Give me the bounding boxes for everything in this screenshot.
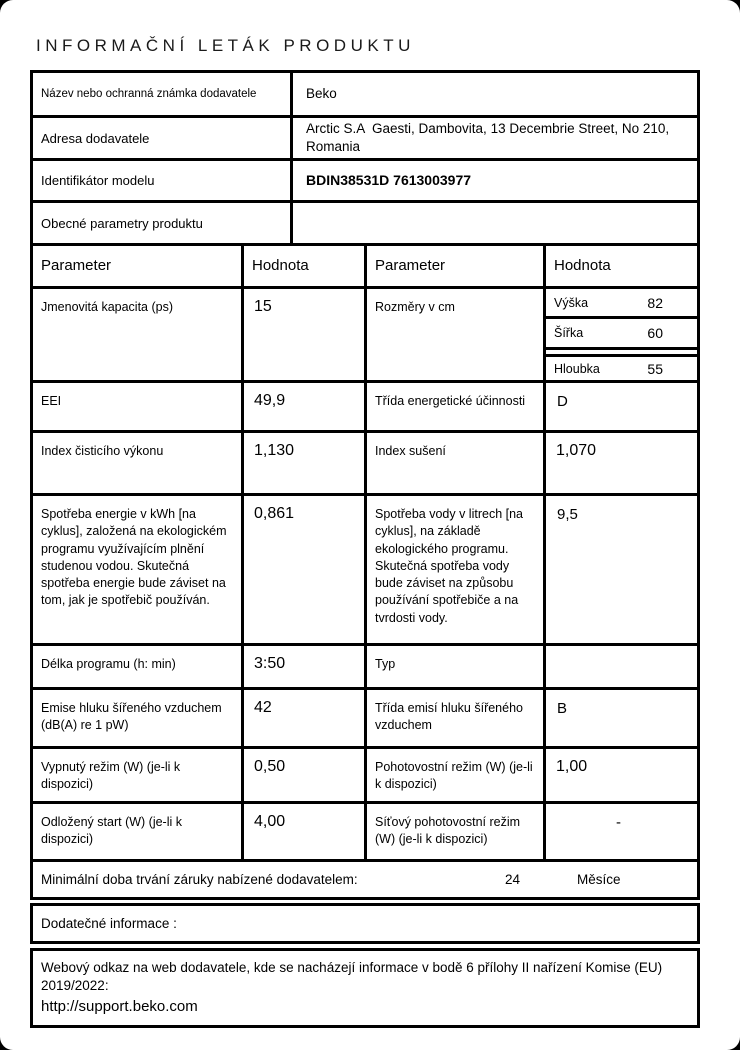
- standby-mode-value: 1,00: [543, 749, 697, 801]
- main-table: [30, 70, 700, 900]
- water-consumption-label: Spotřeba vody v litrech [na cyklus], na základě ekologického programu. Skutečná spotřeba vody bude záviset na způsobu používání spotřebiče a na tvrdosti vody.: [364, 496, 543, 643]
- dimension-row-height: [546, 289, 697, 319]
- programme-duration-value: 3:50: [241, 646, 364, 687]
- eei-value: 49,9: [241, 383, 364, 430]
- delayed-start-value: 4,00: [241, 804, 364, 859]
- table-row-duration-type: [33, 643, 697, 687]
- noise-emission-label: Emise hluku šířeného vzduchem (dB(A) re 1 pW): [41, 701, 222, 733]
- dimension-row-width: [546, 319, 697, 350]
- drying-index-value: 1,070: [543, 433, 697, 493]
- water-consumption-value: 9,5: [543, 496, 697, 643]
- cleaning-index-value: 1,130: [241, 433, 364, 493]
- supplier-address-label: Adresa dodavatele: [41, 130, 150, 146]
- warranty-unit: Měsíce: [577, 872, 621, 887]
- warranty-value: 24: [505, 872, 521, 887]
- additional-info-label: Dodatečné informace :: [41, 916, 177, 931]
- table-row-consumption: [33, 493, 697, 643]
- table-row: [33, 158, 697, 200]
- dimension-height-label: Výška: [554, 295, 589, 310]
- header-parameter-1: Parameter: [41, 257, 112, 274]
- supplier-address-value: Arctic S.A Gaesti, Dambovita, 13 Decembrie Street, No 210, Romania: [290, 118, 697, 158]
- model-identifier-label: Identifikátor modelu: [41, 173, 155, 188]
- parameters-header-row: [33, 243, 697, 286]
- dimension-depth-value: 55: [647, 360, 663, 377]
- energy-class-label: Třída energetické účinnosti: [364, 383, 543, 430]
- table-row-eei: [33, 380, 697, 430]
- table-row: [33, 73, 697, 115]
- table-row-offmode-standby: [33, 746, 697, 801]
- supplier-website-link[interactable]: http://support.beko.com: [41, 997, 198, 1015]
- off-mode-value: 0,50: [241, 749, 364, 801]
- energy-class-value: D: [543, 383, 697, 430]
- header-hodnota-2: Hodnota: [543, 246, 697, 286]
- header-hodnota-1: Hodnota: [241, 246, 364, 286]
- dimensions-label: Rozměry v cm: [364, 289, 543, 380]
- table-row: [33, 115, 697, 158]
- noise-class-value: B: [543, 690, 697, 746]
- capacity-label: Jmenovitá kapacita (ps): [41, 300, 174, 314]
- table-row-delay-network: [33, 801, 697, 859]
- capacity-value: 15: [241, 289, 364, 380]
- fiche-document: [30, 70, 700, 1028]
- type-value: [543, 646, 697, 687]
- general-parameters-value: [290, 203, 697, 243]
- type-label: Typ: [364, 646, 543, 687]
- table-row-capacity-dimensions: [33, 286, 697, 380]
- warranty-label: Minimální doba trvání záruky nabízené dodavatelem:: [41, 872, 358, 887]
- energy-consumption-label: Spotřeba energie v kWh [na cyklus], založená na ekologickém programu využívajícím plnění studenou vodou. Skutečná spotřeba energie bude záviset na tom, jak je spotřebič používán.: [41, 507, 227, 608]
- warranty-row: [33, 859, 697, 897]
- networked-standby-value: -: [543, 804, 697, 859]
- cleaning-index-label: Index čisticího výkonu: [41, 444, 164, 458]
- energy-consumption-value: 0,861: [241, 496, 364, 643]
- standby-mode-label: Pohotovostní režim (W) (je-li k dispozici): [364, 749, 543, 801]
- model-identifier-value: BDIN38531D 7613003977: [290, 161, 697, 200]
- supplier-name-label: Název nebo ochranná známka dodavatele: [41, 88, 257, 100]
- table-row: [33, 200, 697, 243]
- networked-standby-label: Síťový pohotovostní režim (W) (je-li k dispozici): [364, 804, 543, 859]
- weblink-text: Webový odkaz na web dodavatele, kde se nacházejí informace v bodě 6 přílohy II nařízení Komise (EU) 2019/2022:: [41, 960, 663, 993]
- dimension-width-value: 60: [647, 325, 663, 341]
- dimensions-subtable: [543, 289, 697, 380]
- supplier-name-value: Beko: [290, 73, 697, 115]
- header-parameter-2: Parameter: [364, 246, 543, 286]
- table-row-index: [33, 430, 697, 493]
- dimension-height-value: 82: [647, 294, 663, 311]
- general-parameters-label: Obecné parametry produktu: [41, 215, 203, 231]
- dimension-row-depth: [546, 354, 697, 380]
- weblink-row: [30, 948, 700, 1028]
- dimension-width-label: Šířka: [554, 326, 584, 340]
- drying-index-label: Index sušení: [364, 433, 543, 493]
- additional-info-row: [30, 903, 700, 944]
- delayed-start-label: Odložený start (W) (je-li k dispozici): [41, 815, 182, 847]
- noise-emission-value: 42: [241, 690, 364, 746]
- programme-duration-label: Délka programu (h: min): [41, 657, 176, 671]
- table-row-noise: [33, 687, 697, 746]
- dimension-depth-label: Hloubka: [554, 361, 600, 376]
- eei-label: EEI: [41, 394, 62, 408]
- page-title: INFORMAČNÍ LETÁK PRODUKTU: [36, 36, 415, 55]
- off-mode-label: Vypnutý režim (W) (je-li k dispozici): [41, 760, 181, 792]
- noise-class-label: Třída emisí hluku šířeného vzduchem: [364, 690, 543, 746]
